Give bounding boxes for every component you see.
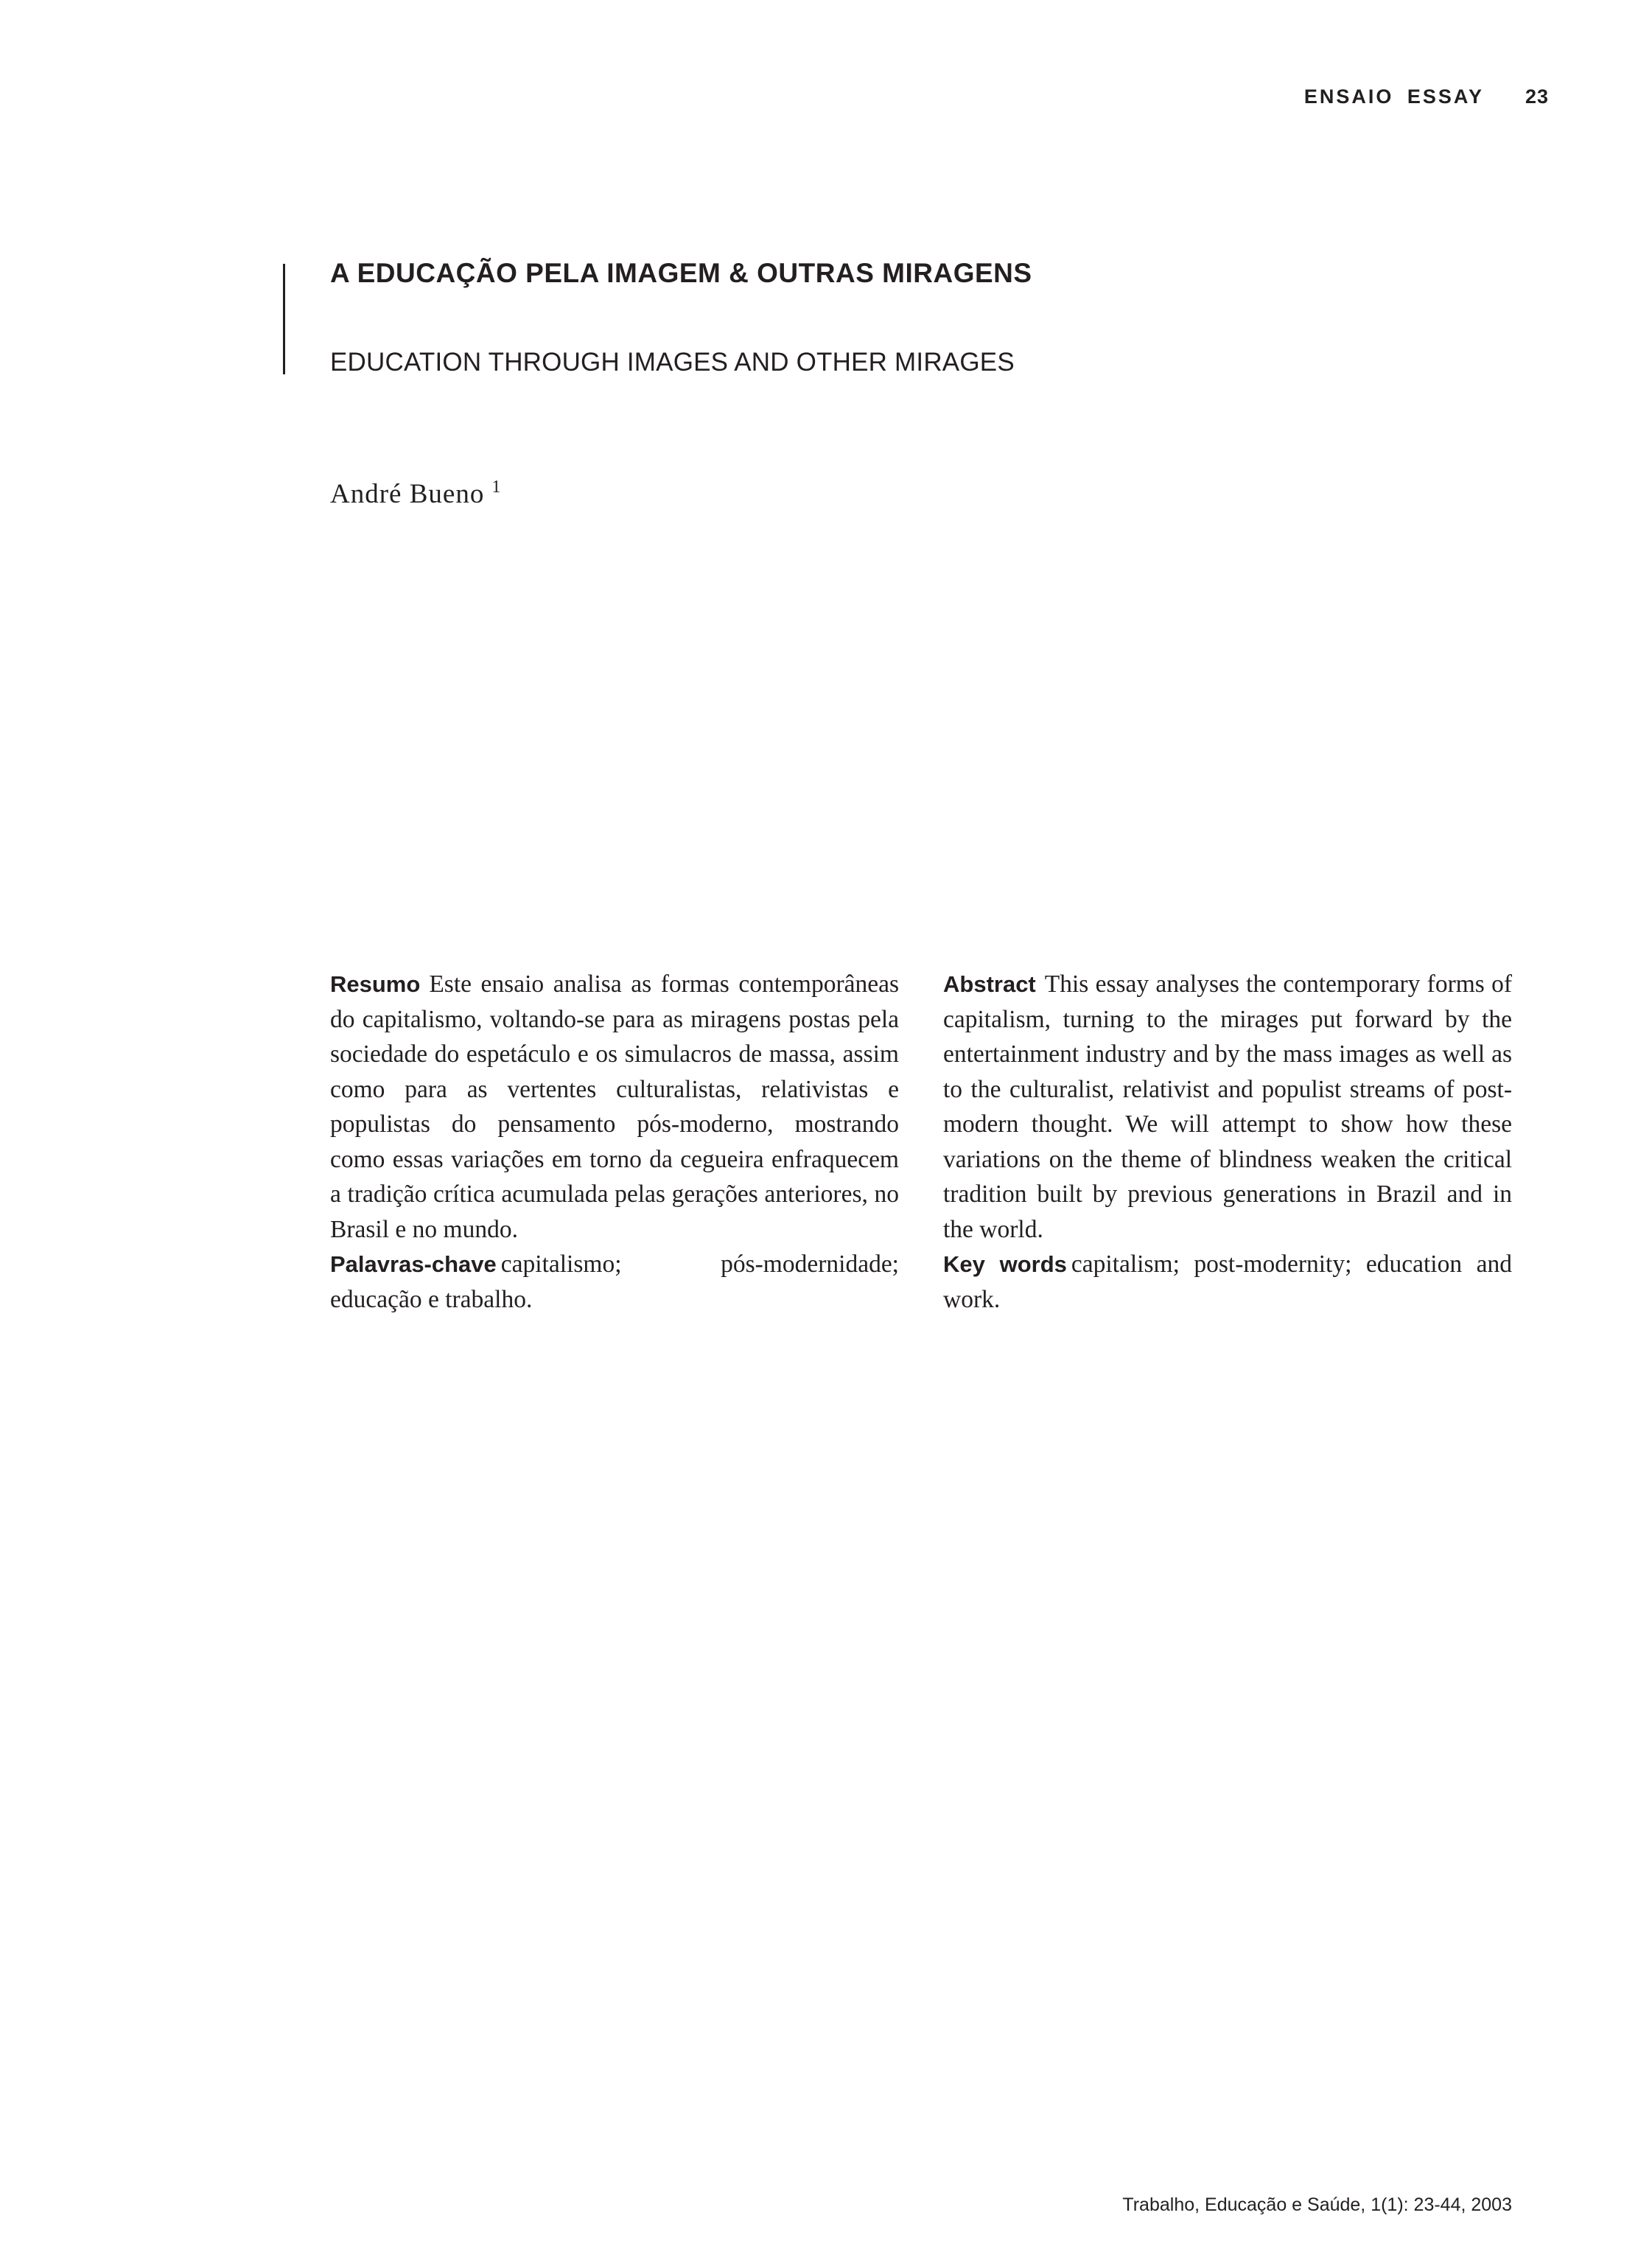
abstract-column: [943, 967, 1512, 1317]
resumo-keywords-text: capitalismo; pós-modernidade; educação e trabalho.: [330, 1251, 899, 1313]
resumo-keywords: [330, 1247, 899, 1317]
journal-citation: Trabalho, Educação e Saúde, 1(1): 23-44, 2003: [1122, 2194, 1512, 2215]
abstract-paragraph: [943, 967, 1512, 1247]
author-name: André Bueno: [330, 479, 485, 509]
resumo-column: [330, 967, 899, 1317]
author-footnote-marker: 1: [491, 478, 502, 497]
abstract-keywords-text: capitalism; post-modernity; education and work.: [943, 1251, 1512, 1313]
resumo-text: Este ensaio analisa as formas contemporâneas do capitalismo, voltando-se para as miragens postas pela sociedade do espetáculo e os simulacros de massa, assim como para as vertentes culturalistas, relativistas e populistas do pensamento pós-moderno, mostrando como essas variações em torno da cegueira enfraquecem a tradição crítica acumulada pelas gerações anteriores, no Brasil e no mundo.: [330, 970, 899, 1243]
resumo-paragraph: [330, 967, 899, 1247]
article-title-portuguese: A EDUCAÇÃO PELA IMAGEM & OUTRAS MIRAGENS: [330, 258, 1032, 288]
article-title-english: EDUCATION THROUGH IMAGES AND OTHER MIRAGES: [330, 348, 1015, 377]
resumo-keywords-label: Palavras-chave: [330, 1251, 497, 1277]
section-label: ENSAIO ESSAY: [1303, 85, 1484, 108]
abstract-label: Abstract: [943, 971, 1036, 997]
running-header: [1304, 85, 1549, 108]
page-number: 23: [1525, 85, 1549, 108]
abstract-text: This essay analyses the contemporary forms of capitalism, turning to the mirages put forward by the entertainment industry and by the mass images as well as to the culturalist, relativist and populist streams of post-modern thought. We will attempt to show how these variations on the theme of blindness weaken the critical tradition built by previous generations in Brazil and in the world.: [943, 970, 1512, 1243]
title-accent-bar: [283, 264, 285, 374]
resumo-label: Resumo: [330, 971, 421, 997]
abstract-keywords: [943, 1247, 1512, 1317]
author-line: [330, 478, 501, 510]
abstract-keywords-label: Key words: [943, 1251, 1067, 1277]
